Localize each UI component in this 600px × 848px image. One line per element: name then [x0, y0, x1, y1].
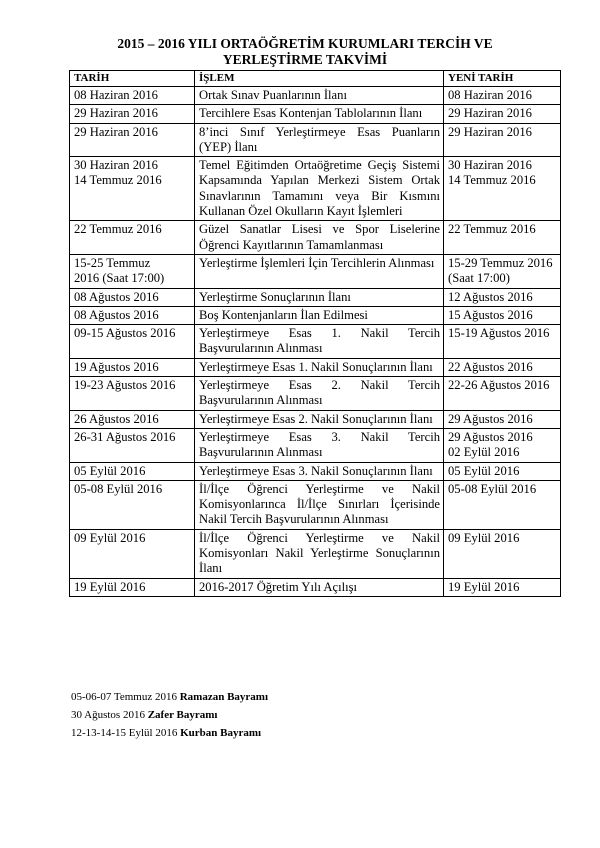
date-cell: 19 Eylül 2016	[70, 578, 195, 596]
document-title-line-1: 2015 – 2016 YILI ORTAÖĞRETİM KURUMLARI TERCİH VE	[117, 36, 493, 51]
date-cell: 22 Temmuz 2016	[70, 221, 195, 255]
new-date-cell: 29 Ağustos 2016 02 Eylül 2016	[444, 428, 561, 462]
action-cell: 8’inci Sınıf Yerleştirmeye Esas Puanların (YEP) İlanı	[195, 123, 444, 157]
action-cell: Yerleştirmeye Esas 1. Nakil Sonuçlarının İlanı	[195, 358, 444, 376]
action-cell: Temel Eğitimden Ortaöğretime Geçiş Sistemi Kapsamında Yapılan Merkezi Sistem Ortak Sınavlarının Tamamını veya Bir Kısmını Kullanan Özel Okulların Kayıt İşlemleri	[195, 157, 444, 221]
holiday-name: Ramazan Bayramı	[179, 691, 269, 703]
new-date-cell: 22 Ağustos 2016	[444, 358, 561, 376]
new-date-cell: 30 Haziran 2016 14 Temmuz 2016	[444, 157, 561, 221]
new-date-cell: 09 Eylül 2016	[444, 529, 561, 578]
new-date-cell: 12 Ağustos 2016	[444, 288, 561, 306]
action-cell: 2016-2017 Öğretim Yılı Açılışı	[195, 578, 444, 596]
holiday-date: 12-13-14-15 Eylül 2016	[71, 727, 178, 739]
table-row	[70, 410, 561, 428]
action-cell: Güzel Sanatlar Lisesi ve Spor Liselerine Öğrenci Kayıtlarının Tamamlanması	[195, 221, 444, 255]
table-row	[70, 462, 561, 480]
new-date-cell: 29 Haziran 2016	[444, 123, 561, 157]
calendar-table	[69, 70, 561, 597]
table-row	[70, 306, 561, 324]
table-row	[70, 123, 561, 157]
action-cell: Yerleştirme İşlemleri İçin Tercihlerin Alınması	[195, 254, 444, 288]
table-row	[70, 288, 561, 306]
date-cell: 05 Eylül 2016	[70, 462, 195, 480]
date-cell: 29 Haziran 2016	[70, 123, 195, 157]
action-cell: Boş Kontenjanların İlan Edilmesi	[195, 306, 444, 324]
new-date-cell: 05-08 Eylül 2016	[444, 480, 561, 529]
new-date-cell: 29 Haziran 2016	[444, 105, 561, 123]
date-cell: 26 Ağustos 2016	[70, 410, 195, 428]
header-islem: İŞLEM	[195, 71, 444, 87]
header-yeni-tarih: YENİ TARİH	[444, 71, 561, 87]
table-row	[70, 325, 561, 359]
table-row	[70, 221, 561, 255]
action-cell: Yerleştirmeye Esas 3. Nakil Tercih Başvurularının Alınması	[195, 428, 444, 462]
table-row	[70, 377, 561, 411]
new-date-cell: 15 Ağustos 2016	[444, 306, 561, 324]
table-row	[70, 87, 561, 105]
date-cell: 08 Ağustos 2016	[70, 306, 195, 324]
new-date-cell: 29 Ağustos 2016	[444, 410, 561, 428]
date-cell: 15-25 Temmuz 2016 (Saat 17:00)	[70, 254, 195, 288]
new-date-cell: 22-26 Ağustos 2016	[444, 377, 561, 411]
new-date-cell: 15-29 Temmuz 2016 (Saat 17:00)	[444, 254, 561, 288]
new-date-cell: 15-19 Ağustos 2016	[444, 325, 561, 359]
holiday-date: 30 Ağustos 2016	[71, 709, 145, 721]
action-cell: Yerleştirmeye Esas 3. Nakil Sonuçlarının İlanı	[195, 462, 444, 480]
holiday-date: 05-06-07 Temmuz 2016	[71, 691, 177, 703]
table-row	[70, 529, 561, 578]
date-cell: 09 Eylül 2016	[70, 529, 195, 578]
table-row	[70, 254, 561, 288]
table-row	[70, 358, 561, 376]
holiday-note	[71, 691, 268, 704]
date-cell: 05-08 Eylül 2016	[70, 480, 195, 529]
new-date-cell: 22 Temmuz 2016	[444, 221, 561, 255]
table-row	[70, 578, 561, 596]
holiday-name: Zafer Bayramı	[147, 709, 218, 721]
header-tarih: TARİH	[70, 71, 195, 87]
holiday-note	[71, 709, 217, 722]
holiday-note	[71, 727, 261, 740]
action-cell: Ortak Sınav Puanlarının İlanı	[195, 87, 444, 105]
date-cell: 08 Ağustos 2016	[70, 288, 195, 306]
action-cell: İl/İlçe Öğrenci Yerleştirme ve Nakil Komisyonları Nakil Yerleştirme Sonuçlarının İlanı	[195, 529, 444, 578]
table-header-row	[70, 71, 561, 87]
date-cell: 19 Ağustos 2016	[70, 358, 195, 376]
new-date-cell: 19 Eylül 2016	[444, 578, 561, 596]
date-cell: 26-31 Ağustos 2016	[70, 428, 195, 462]
date-cell: 29 Haziran 2016	[70, 105, 195, 123]
new-date-cell: 08 Haziran 2016	[444, 87, 561, 105]
holiday-name: Kurban Bayramı	[180, 727, 262, 739]
table-row	[70, 480, 561, 529]
new-date-cell: 05 Eylül 2016	[444, 462, 561, 480]
action-cell: İl/İlçe Öğrenci Yerleştirme ve Nakil Komisyonlarınca İl/İlçe Sınırları İçerisinde Nakil Tercih Başvurularının Alınması	[195, 480, 444, 529]
date-cell: 08 Haziran 2016	[70, 87, 195, 105]
action-cell: Yerleştirmeye Esas 1. Nakil Tercih Başvurularının Alınması	[195, 325, 444, 359]
action-cell: Yerleştirme Sonuçlarının İlanı	[195, 288, 444, 306]
table-row	[70, 428, 561, 462]
date-cell: 19-23 Ağustos 2016	[70, 377, 195, 411]
date-cell: 30 Haziran 2016 14 Temmuz 2016	[70, 157, 195, 221]
action-cell: Yerleştirmeye Esas 2. Nakil Tercih Başvurularının Alınması	[195, 377, 444, 411]
document-title-line-2: YERLEŞTİRME TAKVİMİ	[222, 52, 388, 67]
table-row	[70, 157, 561, 221]
action-cell: Yerleştirmeye Esas 2. Nakil Sonuçlarının İlanı	[195, 410, 444, 428]
date-cell: 09-15 Ağustos 2016	[70, 325, 195, 359]
table-row	[70, 105, 561, 123]
action-cell: Tercihlere Esas Kontenjan Tablolarının İlanı	[195, 105, 444, 123]
